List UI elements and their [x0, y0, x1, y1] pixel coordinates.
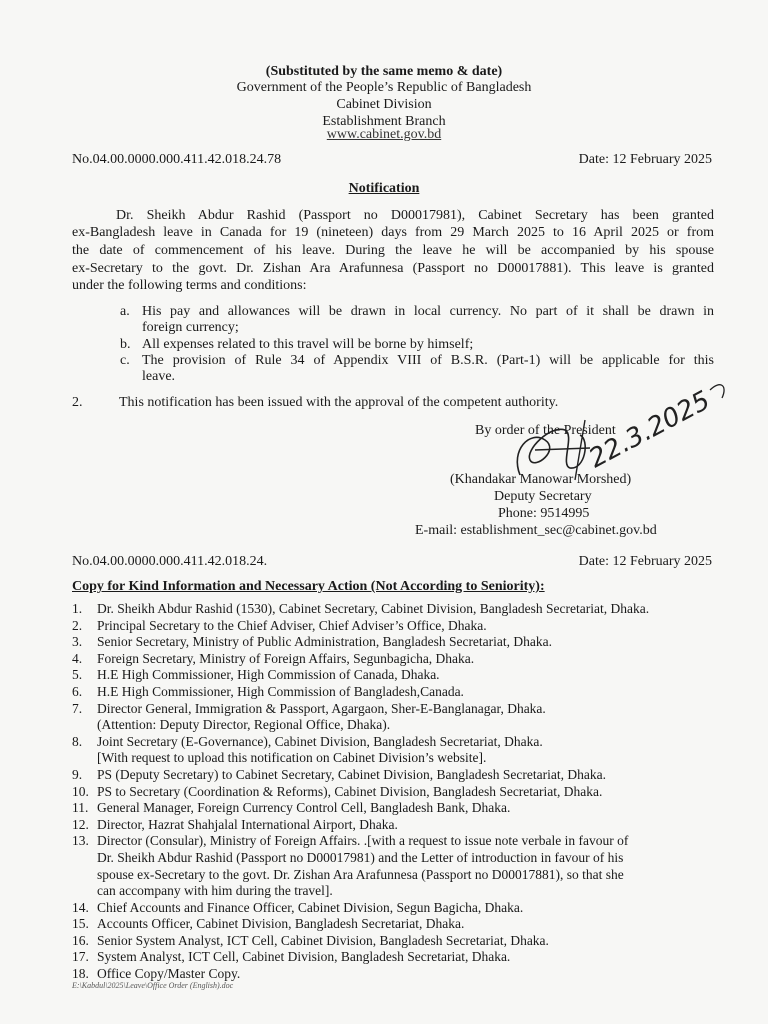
- copy-recipient-list: [72, 601, 712, 983]
- copy-item-text: PS to Secretary (Coordination & Reforms), Cabinet Division, Bangladesh Secretariat, Dhaka.: [97, 783, 603, 799]
- copy-item-text: H.E High Commissioner, High Commission of Canada, Dhaka.: [97, 667, 440, 683]
- copy-item-text: Director General, Immigration & Passport, Agargaon, Sher-E-Banglanagar, Dhaka.: [97, 700, 546, 716]
- copy-item-text: Director (Consular), Ministry of Foreign Affairs. .[with a request to issue note verbale in favour of: [97, 833, 629, 849]
- copy-item-text: Office Copy/Master Copy.: [97, 966, 241, 982]
- copy-item-text: Director, Hazrat Shahjalal International Airport, Dhaka.: [97, 816, 398, 832]
- copy-heading: Copy for Kind Information and Necessary Action (Not According to Seniority):: [72, 579, 545, 594]
- memo-number: No.04.00.0000.000.411.42.018.24.78: [72, 152, 282, 167]
- copy-item-number: 2.: [72, 617, 83, 633]
- copy-item-number: 10.: [72, 783, 89, 799]
- copy-item-text: Principal Secretary to the Chief Adviser, Chief Adviser’s Office, Dhaka.: [97, 617, 487, 633]
- condition-a: a. His pay and allowances will be drawn in local currency. No part of it shall be drawn in foreign currency;: [120, 304, 714, 335]
- copy-item-number: 18.: [72, 966, 89, 982]
- copy-list-item: [72, 667, 712, 684]
- substituted-note: (Substituted by the same memo & date): [265, 64, 503, 79]
- copy-item-continuation: Dr. Sheikh Abdur Rashid (Passport no D00017981) and the Letter of introduction in favour of his: [97, 849, 624, 865]
- copy-item-number: 9.: [72, 766, 83, 782]
- copy-list-item: [72, 833, 712, 899]
- copy-item-number: 4.: [72, 650, 83, 666]
- copy-item-number: 11.: [72, 800, 89, 816]
- website-link[interactable]: www.cabinet.gov.bd: [326, 127, 442, 142]
- copy-item-text: Foreign Secretary, Ministry of Foreign Affairs, Segunbagicha, Dhaka.: [97, 650, 475, 666]
- copy-list-item: [72, 634, 712, 651]
- copy-list-item: [72, 684, 712, 701]
- para2-text: This notification has been issued with the approval of the competent authority.: [119, 395, 559, 410]
- notification-title: Notification: [348, 181, 420, 196]
- copy-list-item: [72, 800, 712, 817]
- copy-item-number: 3.: [72, 634, 83, 650]
- copy-list-item: [72, 949, 712, 966]
- condition-b: b. All expenses related to this travel will be borne by himself;: [120, 337, 474, 352]
- copy-item-continuation: [With request to upload this notification on Cabinet Division’s website].: [97, 750, 487, 766]
- signatory-designation: Deputy Secretary: [494, 489, 592, 504]
- copy-item-text: Chief Accounts and Finance Officer, Cabinet Division, Segun Bagicha, Dhaka.: [97, 899, 524, 915]
- division-name: Cabinet Division: [336, 97, 432, 112]
- copy-item-text: System Analyst, ICT Cell, Cabinet Division, Bangladesh Secretariat, Dhaka.: [97, 949, 511, 965]
- signatory-phone: Phone: 9514995: [498, 506, 590, 521]
- notification-body-line-5: under the following terms and conditions:: [72, 278, 307, 293]
- handwritten-date: 22.3.2025: [584, 385, 716, 475]
- copy-list-item: [72, 916, 712, 933]
- copy-item-number: 7.: [72, 700, 83, 716]
- notification-body-line-4: ex-Secretary to the govt. Dr. Zishan Ara Arafunnesa (Passport no D00017881). This leave is granted: [72, 261, 714, 276]
- copy-list-item: [72, 734, 712, 767]
- copy-item-number: 14.: [72, 899, 89, 915]
- notification-body-line-3: the date of commencement of his leave. During the leave he will be accompanied by his spouse: [72, 243, 714, 258]
- by-order-text: By order of the President: [475, 423, 616, 438]
- branch-name: Establishment Branch: [322, 114, 446, 129]
- signatory-name: (Khandakar Manowar Morshed): [450, 472, 632, 487]
- government-name: Government of the People’s Republic of Bangladesh: [236, 80, 532, 95]
- copy-item-text: General Manager, Foreign Currency Control Cell, Bangladesh Bank, Dhaka.: [97, 800, 511, 816]
- copy-item-text: Senior System Analyst, ICT Cell, Cabinet Division, Bangladesh Secretariat, Dhaka.: [97, 932, 549, 948]
- signatory-email[interactable]: E-mail: establishment_sec@cabinet.gov.bd: [415, 523, 657, 538]
- notification-body-line-2: ex-Bangladesh leave in Canada for 19 (nineteen) days from 29 March 2025 to 16 April 2025 or from: [72, 225, 714, 240]
- copy-item-text: Joint Secretary (E-Governance), Cabinet Division, Bangladesh Secretariat, Dhaka.: [97, 733, 543, 749]
- copy-item-number: 5.: [72, 667, 83, 683]
- copy-item-text: PS (Deputy Secretary) to Cabinet Secretary, Cabinet Division, Bangladesh Secretariat, Dhaka.: [97, 766, 606, 782]
- copy-item-number: 17.: [72, 949, 89, 965]
- copy-item-number: 15.: [72, 916, 89, 932]
- copy-item-continuation: spouse ex-Secretary to the govt. Dr. Zishan Ara Arafunnesa (Passport no D00017881), so that she: [97, 866, 624, 882]
- memo-date: Date: 12 February 2025: [578, 152, 712, 167]
- copy-list-item: [72, 784, 712, 801]
- copy-item-number: 8.: [72, 733, 83, 749]
- copy-item-continuation: can accompany with him during the travel].: [97, 883, 333, 899]
- copy-list-item: [72, 651, 712, 668]
- copy-item-number: 1.: [72, 601, 83, 616]
- copy-item-text: Senior Secretary, Ministry of Public Administration, Bangladesh Secretariat, Dhaka.: [97, 634, 553, 650]
- copy-list-item: [72, 767, 712, 784]
- copy-list-item: [72, 900, 712, 917]
- copy-list-item: [72, 701, 712, 734]
- memo2-date: Date: 12 February 2025: [578, 554, 712, 569]
- copy-item-text: Accounts Officer, Cabinet Division, Bangladesh Secretariat, Dhaka.: [97, 916, 465, 932]
- copy-item-number: 6.: [72, 683, 83, 699]
- condition-c: c. The provision of Rule 34 of Appendix VIII of B.S.R. (Part-1) will be applicable for this leave.: [120, 353, 714, 384]
- memo2-number: No.04.00.0000.000.411.42.018.24.: [72, 554, 268, 569]
- copy-list-item: [72, 817, 712, 834]
- copy-list-item: [72, 618, 712, 635]
- copy-list-item: [72, 601, 712, 618]
- notification-body-line-1: Dr. Sheikh Abdur Rashid (Passport no D00017981), Cabinet Secretary has been granted: [116, 208, 714, 223]
- file-path-footer: E:\Kabdul\2025\Leave\Office Order (English).doc: [72, 981, 234, 990]
- copy-list-item: [72, 933, 712, 950]
- para2-number: 2.: [72, 395, 83, 410]
- copy-item-number: 12.: [72, 816, 89, 832]
- copy-item-number: 16.: [72, 932, 89, 948]
- copy-item-text: H.E High Commissioner, High Commission of Bangladesh,Canada.: [97, 683, 464, 699]
- copy-item-text: Dr. Sheikh Abdur Rashid (1530), Cabinet Secretary, Cabinet Division, Bangladesh Secretariat, Dhaka.: [97, 601, 650, 616]
- copy-item-number: 13.: [72, 833, 89, 849]
- copy-item-continuation: (Attention: Deputy Director, Regional Office, Dhaka).: [97, 717, 391, 733]
